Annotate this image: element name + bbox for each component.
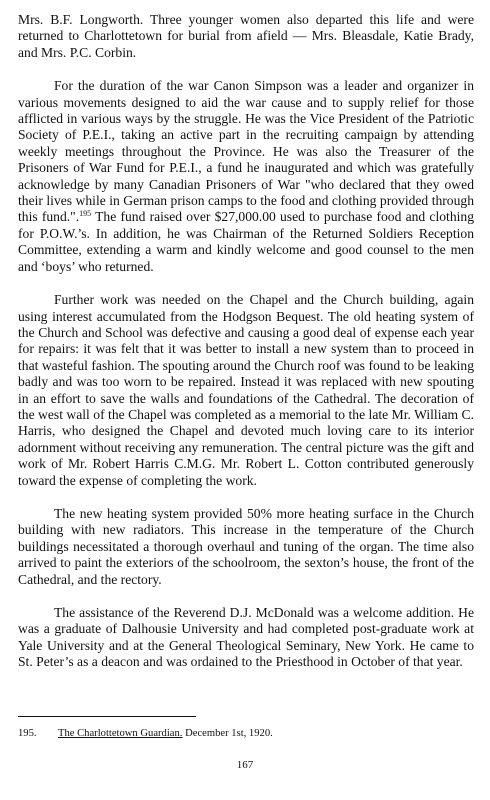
paragraph-chapel-work: Further work was needed on the Chapel and the Church building, again using interest accumulated from the Hodgson Bequest. The old heating system of the Church and School was defective and causing a good deal of expense each year for repairs: it was felt that it was better to install a new system than to proceed in that wasteful fashion. The spouting around the Church roof was found to be leaking badly and was too worn to be repaired. Instead it was replaced with new spouting in an effort to save the walls and foundations of the Cathedral. The decoration of the west wall of the Chapel was completed as a memorial to the late Mr. William C. Harris, who designed the Chapel and devoted much loving care to its interior adornment without receiving any remuneration. The central picture was the gift and work of Mr. Robert Harris C.M.G. Mr. Robert L. Cotton contributed generously toward the expense of completing the work. [18, 292, 474, 488]
paragraph-continuation: Mrs. B.F. Longworth. Three younger women also departed this life and were returned to Charlottetown for burial from afield — Mrs. Bleasdale, Katie Brady, and Mrs. P.C. Corbin. [18, 12, 474, 60]
paragraph-war-efforts [18, 78, 474, 275]
footnote-reference: 195 [79, 209, 92, 219]
footnote-number: 195. [18, 728, 37, 739]
footnote-source-title: The Charlottetown Guardian. [58, 728, 183, 739]
footnote-source-date: December 1st, 1920. [182, 728, 273, 739]
paragraph-reverend-mcdonald: The assistance of the Reverend D.J. McDonald was a welcome addition. He was a graduate of Dalhousie University and had completed post-graduate work at Yale University and at the General Theological Seminary, New York. He came to St. Peter’s as a deacon and was ordained to the Priesthood in October of that year. [18, 605, 474, 670]
body-text [18, 12, 474, 688]
paragraph-war-efforts-part1: For the duration of the war Canon Simpson was a leader and organizer in various movements designed to aid the war cause and to supply relief for those afflicted in various ways by the struggle. He was the Vice President of the Patriotic Society of P.E.I., taking an active part in the recruiting campaign by attending weekly meetings throughout the Province. He was also the Treasurer of the Prisoners of War Fund for P.E.I., a fund he inaugurated and which was gratefully acknowledge by many Canadian Prisoners of War "who declared that they owed their lives while in German prison camps to the food and clothing provided through this fund.". [18, 78, 474, 225]
paragraph-heating-system: The new heating system provided 50% more heating surface in the Church building with new radiators. This increase in the temperature of the Church buildings necessitated a thorough overhaul and tuning of the organ. The time also arrived to paint the exteriors of the schoolroom, the sexton’s house, the front of the Cathedral, and the rectory. [18, 505, 474, 587]
footnote-divider [18, 716, 196, 717]
footnote [18, 727, 273, 740]
page-number: 167 [236, 759, 254, 771]
paragraph-war-efforts-part2: The fund raised over $27,000.00 used to purchase food and clothing for P.O.W.’s. In addition, he was Chairman of the Returned Soldiers Reception Committee, extending a warm and kindly welcome and good counsel to the men and ‘boys’ who returned. [18, 209, 474, 274]
